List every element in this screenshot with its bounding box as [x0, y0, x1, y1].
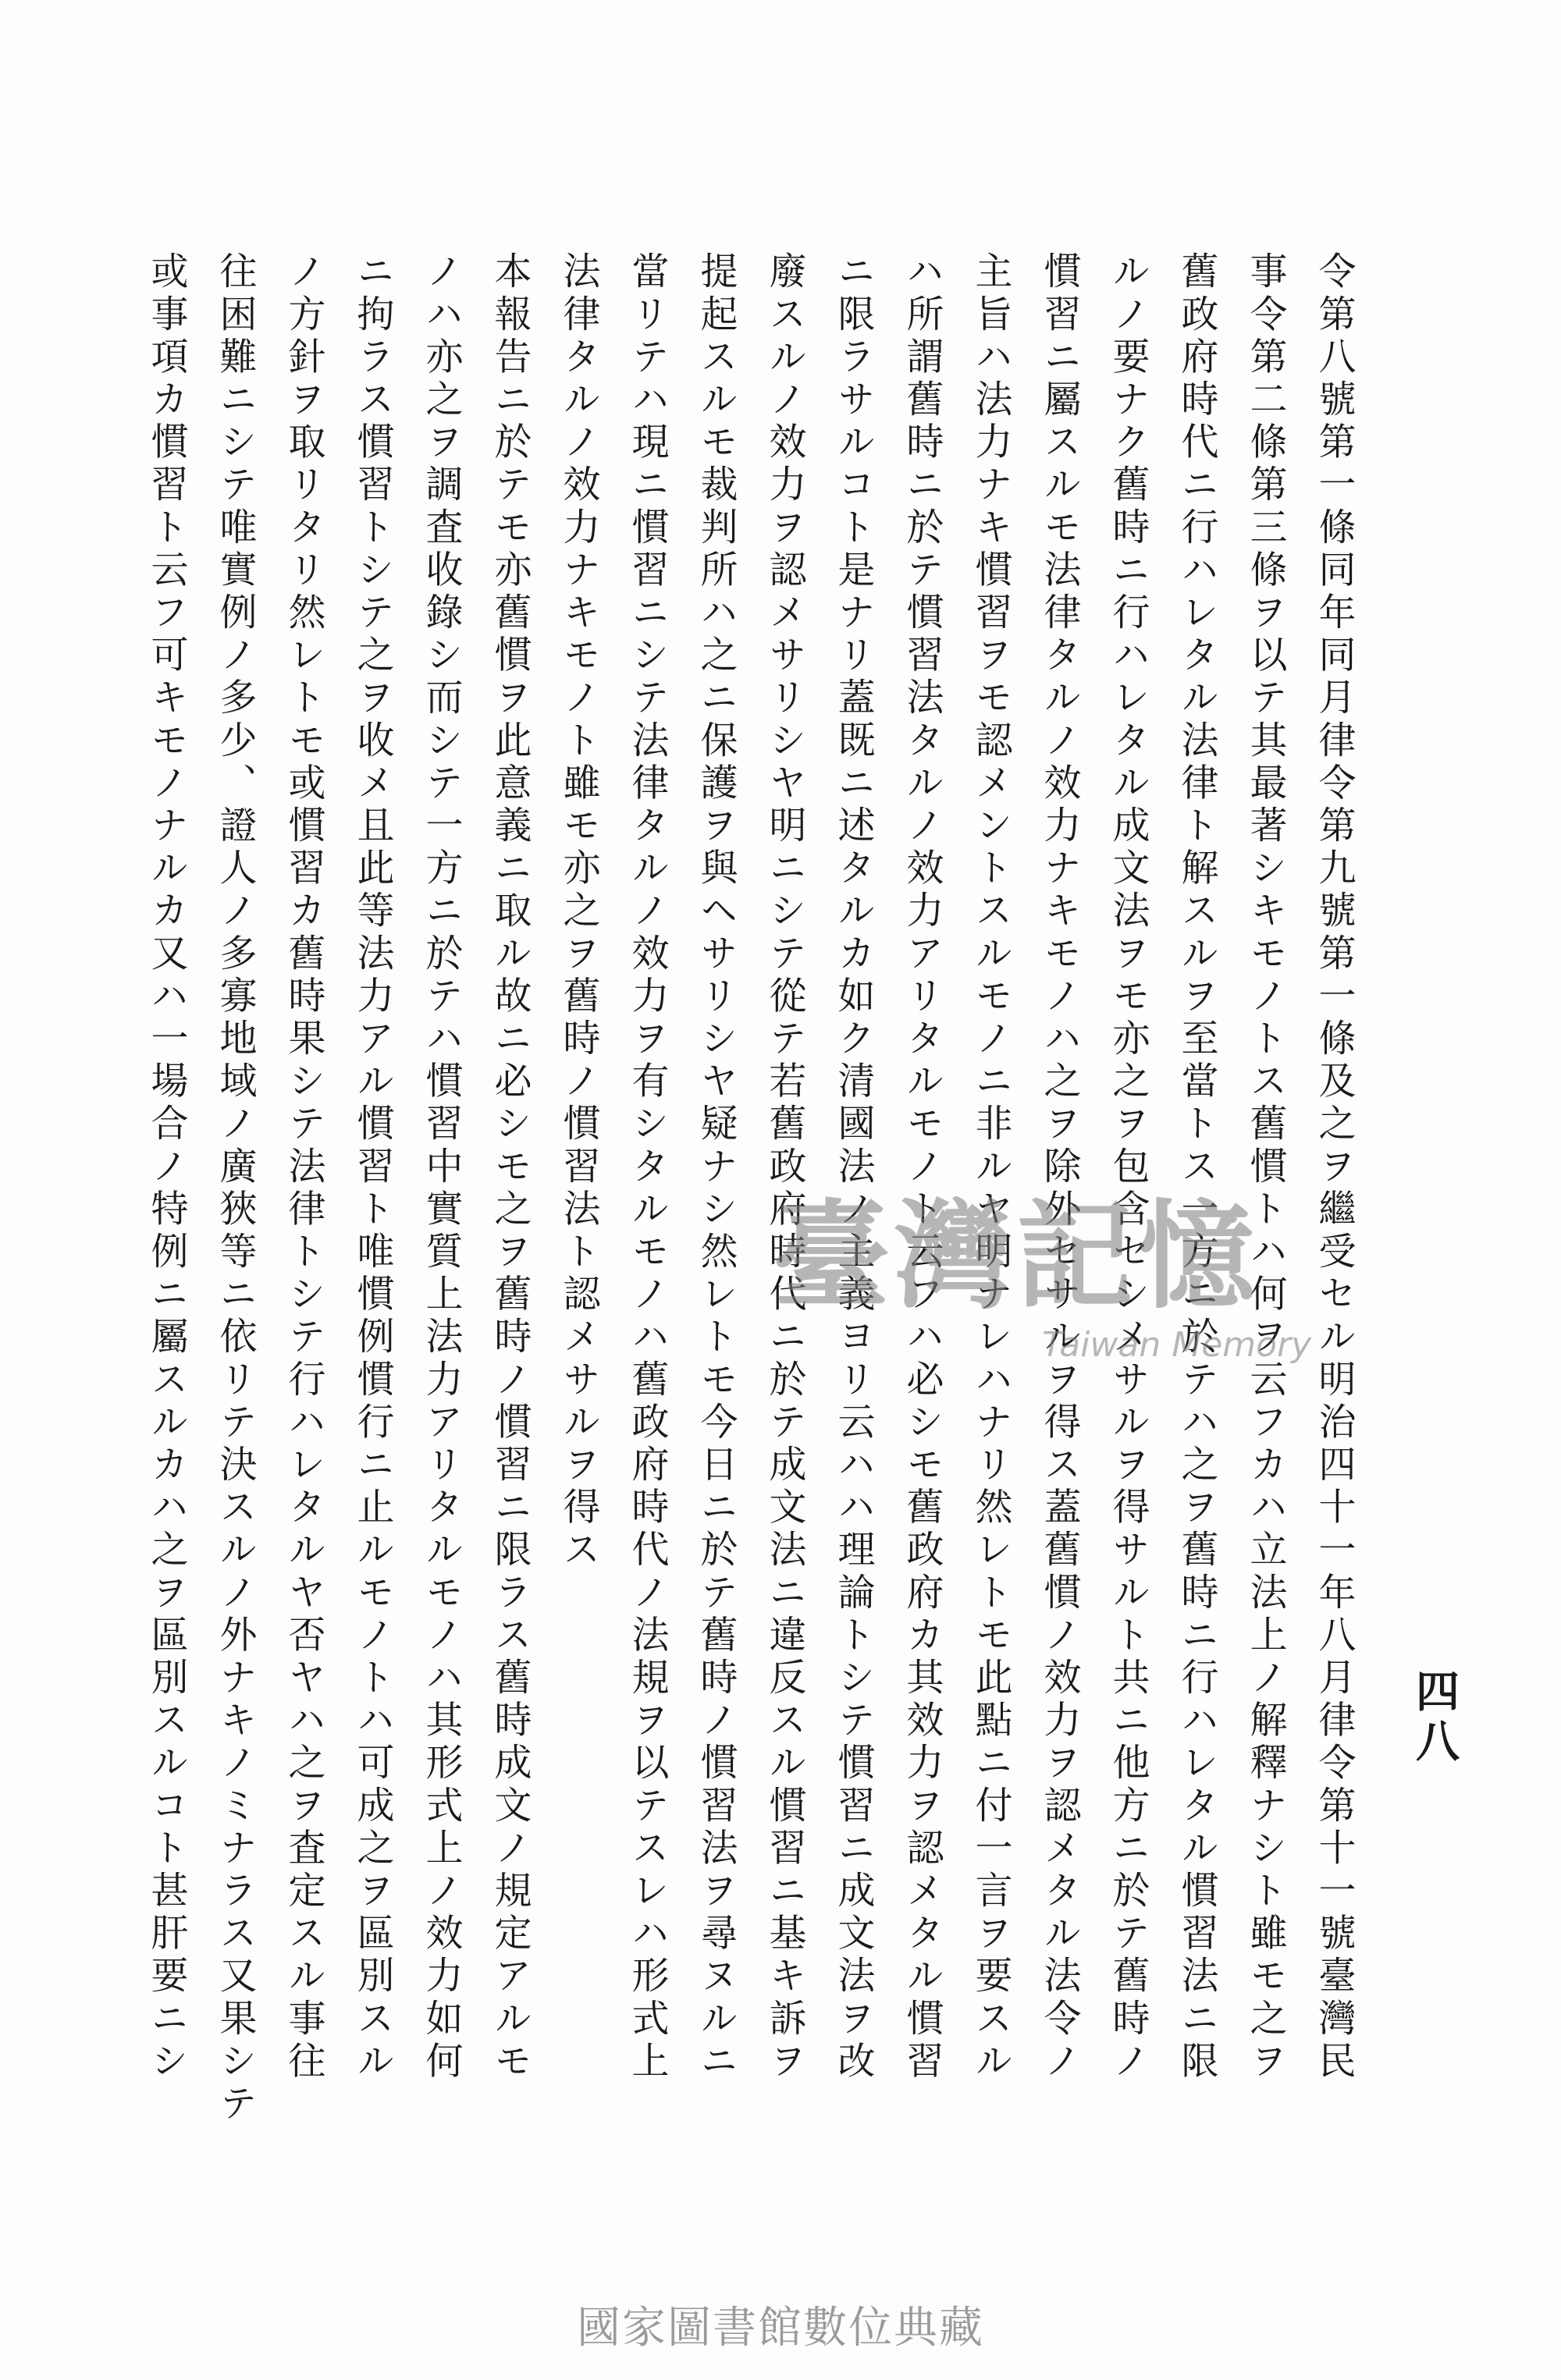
text-column-13: 本報告ニ於テモ亦舊慣ヲ此意義ニ取ル故ニ必シモ之ヲ舊時ノ慣習ニ限ラス舊時成文ノ規定アルモ [488, 251, 532, 2083]
archive-footer: 國家圖書館數位典藏 [577, 2303, 984, 2353]
text-column-6: 主旨ハ法力ナキ慣習ヲモ認メントスルモノニ非ルヤ明ナレハナリ然レトモ此點ニ付一言ヲ要スル [969, 251, 1012, 2083]
body-text [132, 251, 1368, 2124]
text-column-14: ノハ亦之ヲ調査收錄シ而シテ一方ニ於テハ慣習中實質上法力アリタルモノハ其形式上ノ效力如何 [419, 251, 463, 2083]
text-column-7: ハ所謂舊時ニ於テ慣習法タルノ效力アリタルモノト云フハ必シモ舊政府カ其效力ヲ認メタル慣習 [900, 251, 944, 2083]
text-column-15: ニ拘ラス慣習トシテ之ヲ收メ且此等法力アル慣習ト唯慣例慣行ニ止ルモノトハ可成之ヲ區別スル [350, 251, 394, 2083]
text-column-4: ルノ要ナク舊時ニ行ハレタル成文法ヲモ亦之ヲ包含セシメサルヲ得サルト共ニ他方ニ於テ舊時ノ [1106, 251, 1150, 2083]
text-column-12: 法律タルノ效力ナキモノト雖モ亦之ヲ舊時ノ慣習法ト認メサルヲ得ス [556, 251, 600, 1572]
text-column-18: 或事項カ慣習ト云フ可キモノナルカ又ハ一場合ノ特例ニ屬スルカハ之ヲ區別スルコト甚肝要ニシ [144, 251, 188, 2083]
text-column-9: 廢スルノ效力ヲ認メサリシヤ明ニシテ從テ若舊政府時代ニ於テ成文法ニ違反スル慣習ニ基キ訴ヲ [763, 251, 806, 2083]
text-column-2: 事令第二條第三條ヲ以テ其最著シキモノトス舊慣トハ何ヲ云フカハ立法上ノ解釋ナシト雖モ之ヲ [1243, 251, 1287, 2083]
watermark-logo-text: 臺灣記憶 [773, 1188, 1261, 1325]
watermark-logo-subtitle: Taiwan Memory [1042, 1325, 1312, 1365]
text-column-3: 舊政府時代ニ行ハレタル法律ト解スルヲ至當トス一方ニ於テハ之ヲ舊時ニ行ハレタル慣習法ニ限 [1175, 251, 1218, 2083]
text-column-10: 提起スルモ裁判所ハ之ニ保護ヲ與ヘサリシヤ疑ナシ然レトモ今日ニ於テ舊時ノ慣習法ヲ尋ヌルニ [694, 251, 738, 2083]
text-column-1: 令第八號第一條同年同月律令第九號第一條及之ヲ繼受セル明治四十一年八月律令第十一號臺灣民 [1312, 251, 1356, 2083]
text-column-11: 當リテハ現ニ慣習ニシテ法律タルノ效力ヲ有シタルモノハ舊政府時代ノ法規ヲ以テスレハ形式上 [625, 251, 669, 2083]
text-column-5: 慣習ニ屬スルモ法律タルノ效力ナキモノハ之ヲ除外セサルヲ得ス蓋舊慣ノ效力ヲ認メタル法令ノ [1037, 251, 1081, 2083]
text-column-17: 往困難ニシテ唯實例ノ多少、證人ノ多寡地域ノ廣狹等ニ依リテ決スルノ外ナキノミナラス又果シテ [213, 251, 257, 2126]
text-column-16: ノ方針ヲ取リタリ然レトモ或慣習カ舊時果シテ法律トシテ行ハレタルヤ否ヤハ之ヲ査定スル事往 [282, 251, 325, 2083]
page-number: 四八 [1409, 1668, 1460, 1768]
text-column-8: ニ限ラサルコト是ナリ蓋既ニ述タルカ如ク清國法ノ主義ヨリ云ハハ理論トシテ慣習ニ成文法ヲ改 [831, 251, 875, 2083]
